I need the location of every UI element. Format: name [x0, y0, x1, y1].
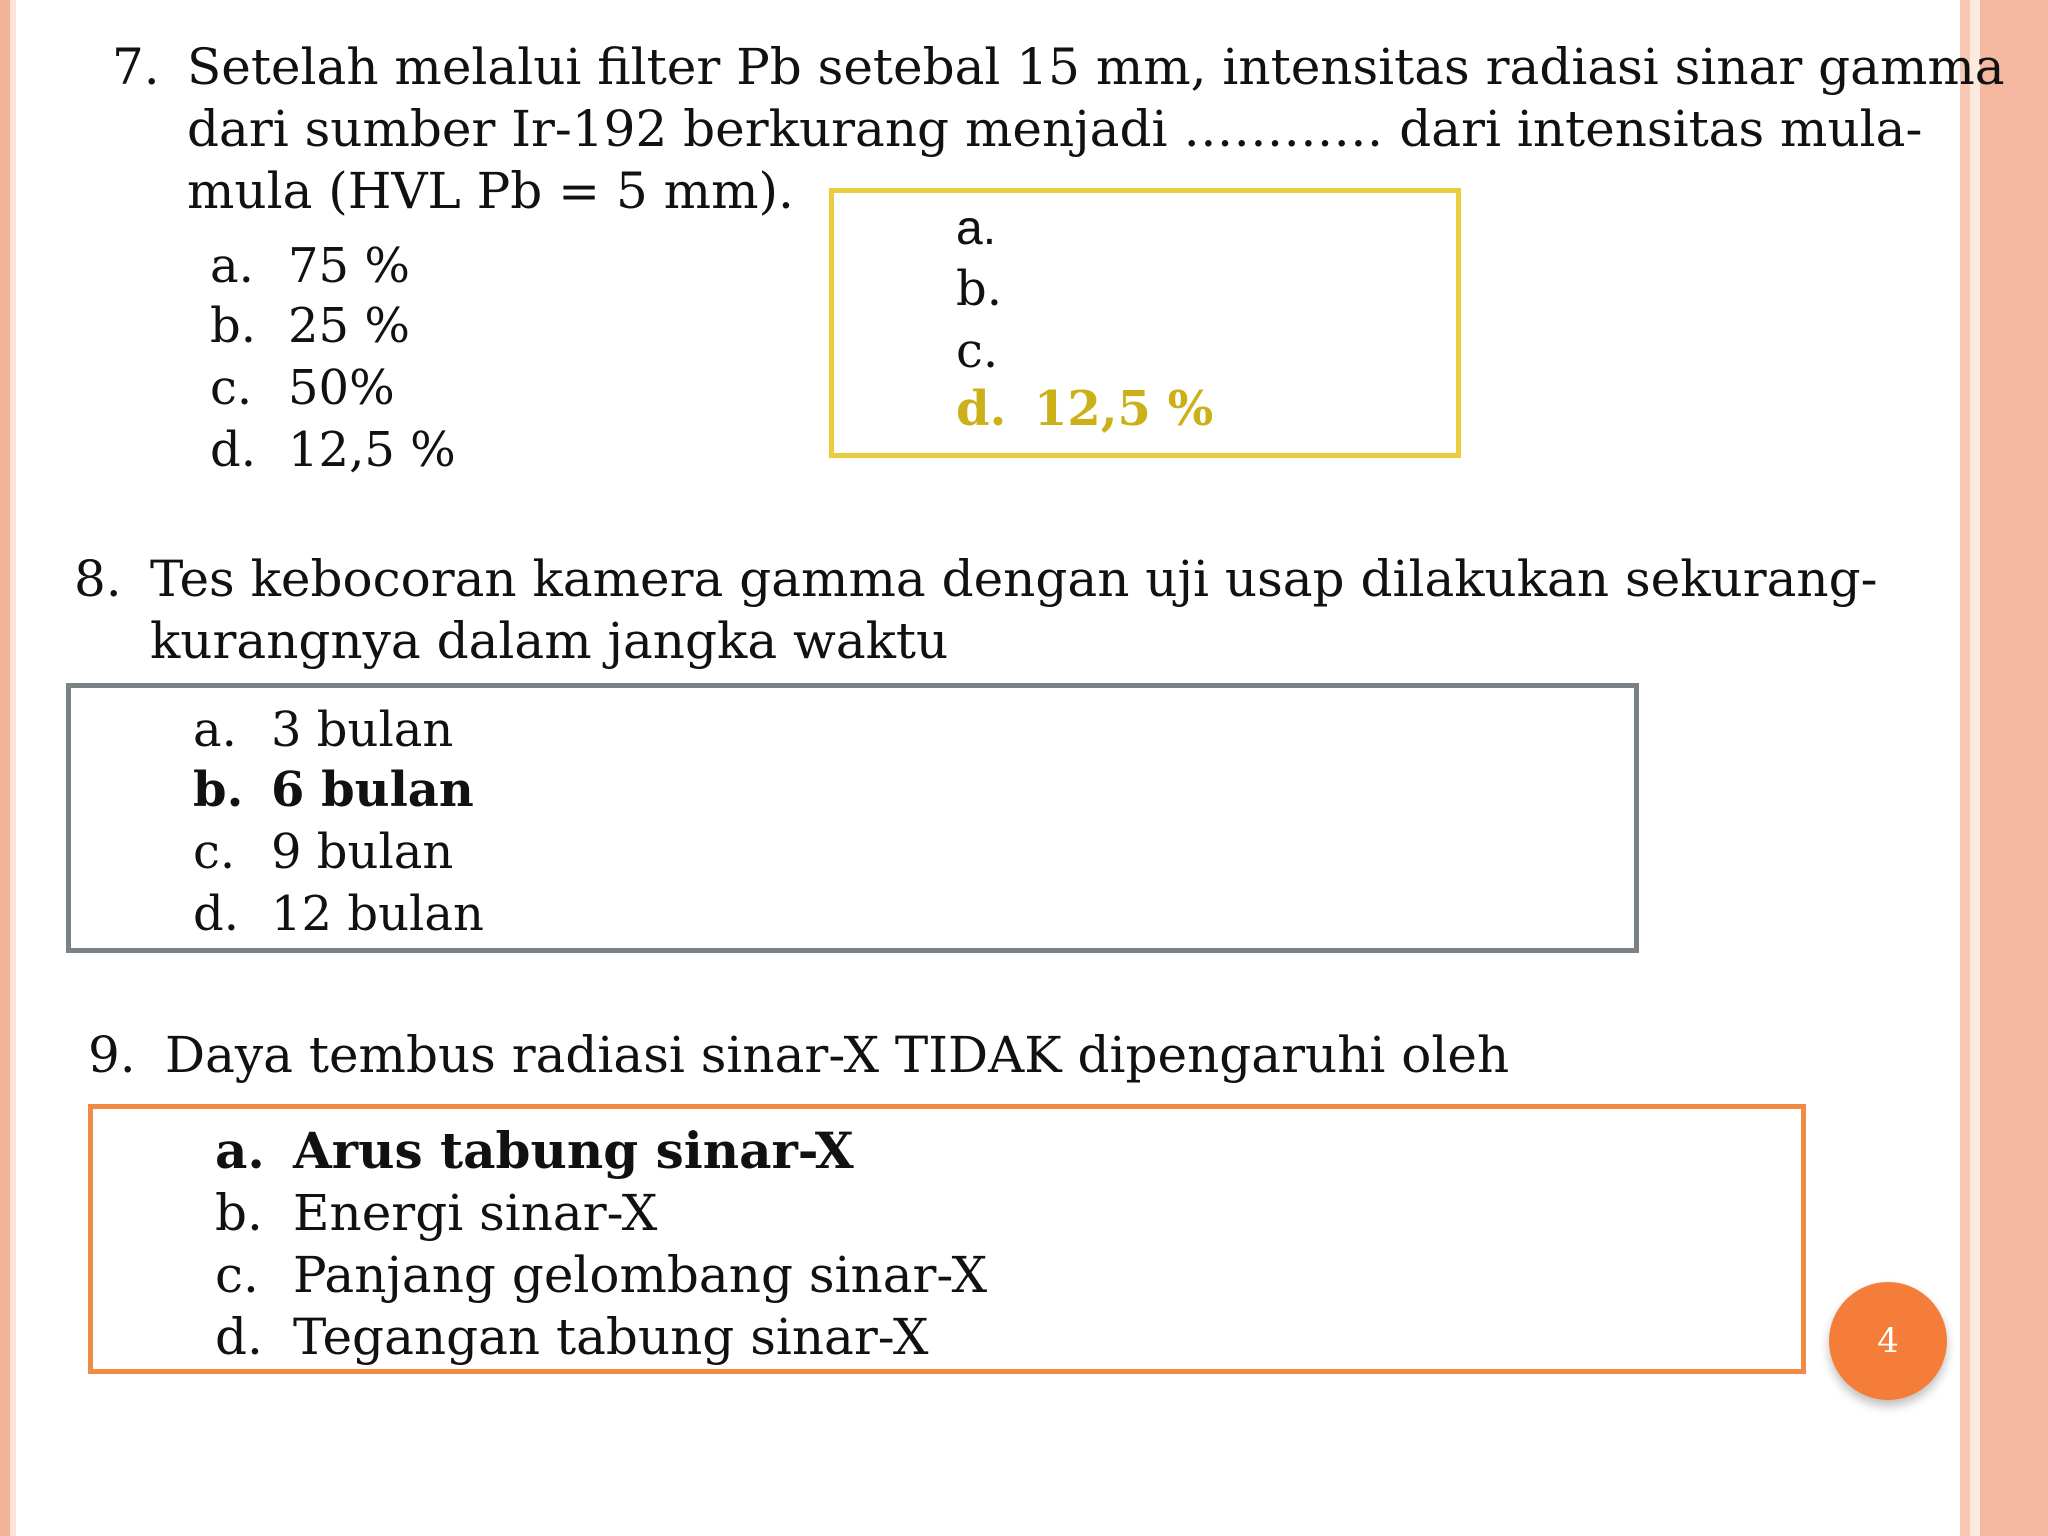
option-letter: d.	[193, 886, 239, 942]
right-border-stripe-3	[1980, 0, 2048, 1536]
option-text: Tegangan tabung sinar-X	[293, 1308, 929, 1366]
question-number: 9.	[88, 1026, 136, 1084]
option-letter: a.	[210, 238, 254, 294]
option-letter: a.	[215, 1121, 265, 1180]
option-text: 50%	[288, 360, 395, 416]
answer-box-letter-b: b.	[956, 261, 1002, 317]
option-text: 12 bulan	[271, 886, 484, 942]
option-letter: b.	[210, 298, 256, 354]
option-text: Energi sinar-X	[293, 1184, 658, 1242]
question-text-line-2: kurangnya dalam jangka waktu	[150, 612, 949, 670]
question-text-line-2: dari sumber Ir-192 berkurang menjadi ………… dari intensitas mula-	[187, 100, 1923, 158]
option-text: 9 bulan	[271, 824, 454, 880]
option-b	[215, 1183, 657, 1243]
option-letter: c.	[210, 360, 253, 416]
option-letter: a.	[193, 702, 237, 758]
option-a	[193, 700, 453, 760]
question-text-line-1: Daya tembus radiasi sinar-X TIDAK dipengaruhi oleh	[165, 1026, 1510, 1084]
answer-text: 12,5 %	[1034, 381, 1214, 437]
option-d	[210, 420, 456, 480]
option-letter: c.	[193, 824, 236, 880]
option-c	[193, 822, 453, 882]
question-text-line-1: Setelah melalui filter Pb setebal 15 mm, intensitas radiasi sinar gamma	[187, 38, 2005, 96]
question-number: 8.	[74, 550, 122, 608]
question-number: 7.	[112, 38, 160, 96]
option-text: 3 bulan	[271, 702, 454, 758]
option-letter: c.	[215, 1246, 259, 1304]
option-letter: b.	[215, 1184, 263, 1242]
option-d	[193, 884, 484, 944]
answer-box-q9	[88, 1104, 1806, 1374]
option-letter: d.	[215, 1308, 263, 1366]
option-b-correct	[193, 760, 474, 820]
answer-box-q7	[829, 188, 1461, 458]
option-a	[210, 236, 410, 296]
right-border-stripe-2	[1970, 0, 1980, 1536]
option-c	[215, 1245, 987, 1305]
option-text: 12,5 %	[288, 422, 456, 478]
option-text: Arus tabung sinar-X	[293, 1121, 854, 1180]
answer-box-correct-answer	[956, 379, 1213, 439]
page-number-badge	[1829, 1282, 1947, 1400]
option-a-correct	[215, 1121, 854, 1181]
question-text-line-1: Tes kebocoran kamera gamma dengan uji usap dilakukan sekurang-	[150, 550, 1878, 608]
question-text-line-3: mula (HVL Pb = 5 mm).	[187, 162, 794, 220]
left-border-stripe-inner	[10, 0, 16, 1536]
answer-box-letter-c: c.	[956, 323, 999, 379]
left-border-stripe	[0, 0, 10, 1536]
answer-box-q8	[66, 683, 1639, 953]
option-b	[210, 296, 410, 356]
right-border-stripe-1	[1960, 0, 1970, 1536]
answer-letter: d.	[956, 381, 1007, 437]
option-letter: d.	[210, 422, 256, 478]
option-text: 25 %	[288, 298, 410, 354]
page-number: 4	[1877, 1321, 1899, 1361]
option-c	[210, 358, 395, 418]
option-text: Panjang gelombang sinar-X	[293, 1246, 988, 1304]
option-text: 75 %	[288, 238, 410, 294]
answer-box-letter-a: a.	[956, 202, 997, 255]
option-d	[215, 1307, 928, 1367]
option-text: 6 bulan	[271, 762, 474, 818]
option-letter: b.	[193, 762, 244, 818]
